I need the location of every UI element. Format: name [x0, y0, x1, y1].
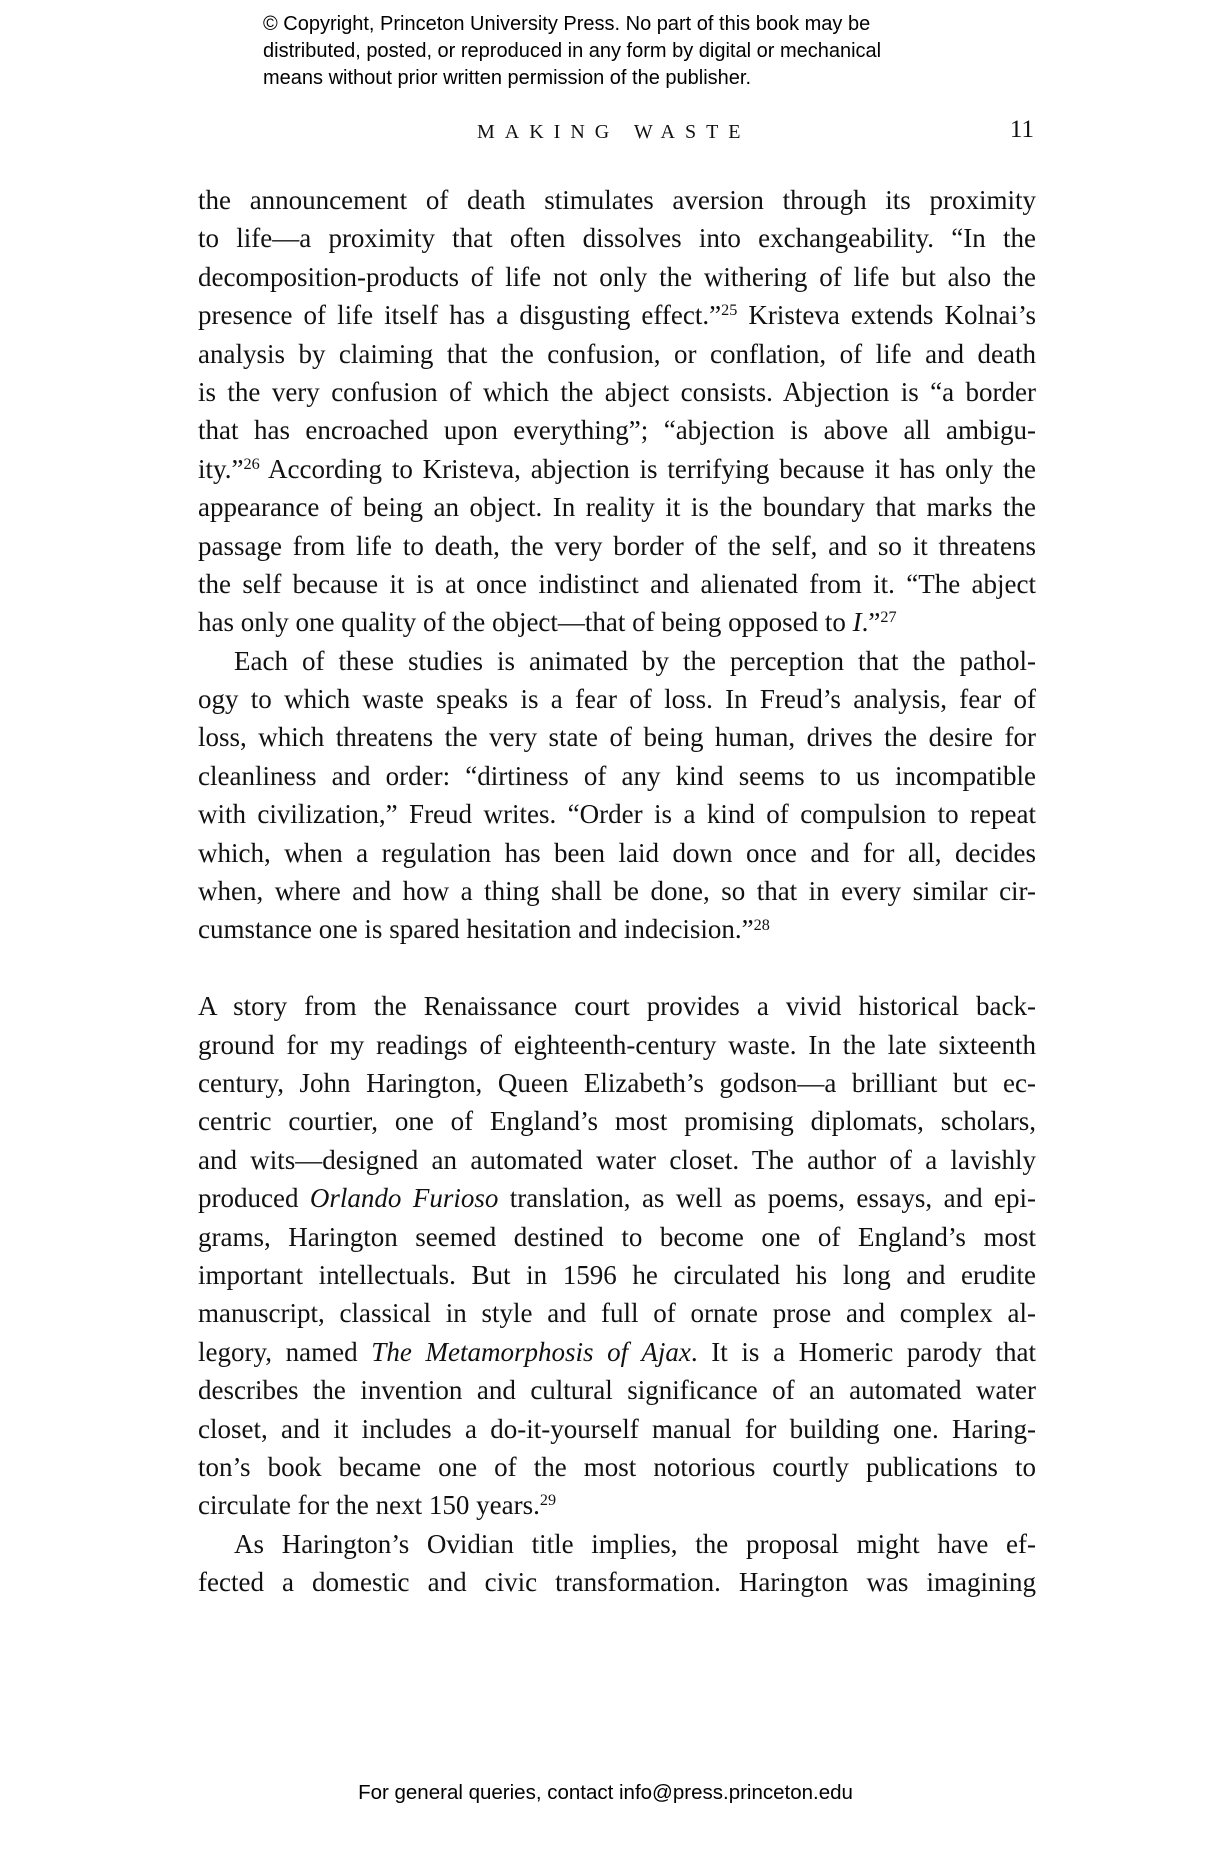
text-line	[198, 642, 1036, 680]
line-text: A story from the Renaissance court provides a vivid historical back-	[198, 991, 1036, 1022]
line-text: is the very confusion of which the abject consists. Abjection is “a border	[198, 376, 1036, 407]
text-line	[198, 1179, 1036, 1217]
text-line	[198, 603, 1036, 641]
line-text: Each of these studies is animated by the perception that the pathol-	[234, 645, 1036, 676]
line-text: to life—a proximity that often dissolves into exchangeability. “In the	[198, 223, 1036, 254]
line-text: .”	[861, 607, 881, 638]
copyright-line: distributed, posted, or reproduced in any form by digital or mechanical	[263, 39, 882, 62]
line-text: manuscript, classical in style and full of ornate prose and complex al-	[198, 1298, 1036, 1329]
italic-text: The Metamorphosis of Ajax	[371, 1336, 691, 1367]
text-line	[198, 1486, 1036, 1524]
text-line	[198, 1448, 1036, 1486]
line-text: cumstance one is spared hesitation and indecision.”	[198, 914, 754, 945]
paragraph	[198, 181, 1036, 642]
line-text: describes the invention and cultural significance of an automated water	[198, 1375, 1036, 1406]
text-line	[198, 1102, 1036, 1140]
line-text: As Harington’s Ovidian title implies, the proposal might have ef-	[234, 1528, 1036, 1559]
line-text: which, when a regulation has been laid down once and for all, decides	[198, 837, 1036, 868]
text-line	[198, 335, 1036, 373]
copyright-line: © Copyright, Princeton University Press. No part of this book may be	[263, 13, 871, 35]
text-line	[198, 718, 1036, 756]
text-line	[198, 680, 1036, 718]
line-text: loss, which threatens the very state of being human, drives the desire for	[198, 722, 1036, 753]
text-line	[198, 1064, 1036, 1102]
text-line	[198, 987, 1036, 1025]
line-text: and wits—designed an automated water closet. The author of a lavishly	[198, 1144, 1036, 1175]
text-line	[198, 1525, 1036, 1563]
footnote-ref: 28	[753, 915, 770, 934]
text-line	[198, 910, 1036, 948]
footnote-ref: 26	[243, 454, 260, 473]
paragraph	[198, 1525, 1036, 1602]
line-text: closet, and it includes a do-it-yourself manual for building one. Haring-	[198, 1413, 1036, 1444]
line-text: fected a domestic and civic transformation. Harington was imagining	[198, 1567, 1036, 1598]
line-text: century, John Harington, Queen Elizabeth’s godson—a brilliant but ec-	[198, 1067, 1036, 1098]
line-text: ity.”	[198, 453, 244, 484]
text-line	[198, 219, 1036, 257]
paragraph	[198, 642, 1036, 949]
text-line	[198, 527, 1036, 565]
line-text: translation, as well as poems, essays, and epi-	[498, 1183, 1036, 1214]
text-line	[198, 488, 1036, 526]
text-line	[198, 1256, 1036, 1294]
line-text: ogy to which waste speaks is a fear of loss. In Freud’s analysis, fear of	[198, 684, 1036, 715]
text-line	[198, 181, 1036, 219]
text-line	[198, 757, 1036, 795]
text-line	[198, 1333, 1036, 1371]
line-text: appearance of being an object. In reality it is the boundary that marks the	[198, 492, 1036, 523]
text-line	[198, 296, 1036, 334]
footnote-ref: 29	[539, 1491, 557, 1510]
line-text: ton’s book became one of the most notorious courtly publications to	[198, 1451, 1036, 1482]
text-line	[198, 450, 1036, 488]
text-line	[198, 1410, 1036, 1448]
text-line	[198, 1026, 1036, 1064]
running-head-title: MAKING WASTE	[477, 121, 751, 143]
line-text: cleanliness and order: “dirtiness of any kind seems to us incompatible	[198, 760, 1036, 791]
paragraph	[198, 987, 1036, 1524]
text-line	[198, 411, 1036, 449]
italic-text: Orlando Furioso	[309, 1183, 499, 1214]
text-line	[198, 795, 1036, 833]
line-text: with civilization,” Freud writes. “Order is a kind of compulsion to repeat	[198, 799, 1036, 830]
footnote-ref: 25	[721, 301, 738, 320]
line-text: According to Kristeva, abjection is terrifying because it has only the	[259, 453, 1036, 484]
line-text: analysis by claiming that the confusion, or conflation, of life and death	[198, 338, 1036, 369]
line-text: the self because it is at once indistinct and alienated from it. “The abject	[198, 568, 1036, 599]
text-line	[198, 872, 1036, 910]
copyright-line: means without prior written permission of the publisher.	[263, 66, 752, 89]
line-text: the announcement of death stimulates aversion through its proximity	[198, 185, 1036, 215]
line-text: centric courtier, one of England’s most promising diplomats, scholars,	[198, 1106, 1036, 1137]
italic-text: I	[852, 607, 862, 638]
page-number: 11	[1009, 116, 1034, 143]
line-text: when, where and how a thing shall be done, so that in every similar cir-	[198, 876, 1036, 907]
line-text: that has encroached upon everything”; “abjection is above all ambigu-	[198, 415, 1036, 446]
line-text: important intellectuals. But in 1596 he circulated his long and erudite	[198, 1259, 1036, 1290]
text-line	[198, 565, 1036, 603]
line-text: circulate for the next 150 years.	[198, 1490, 540, 1521]
text-line	[198, 258, 1036, 296]
copyright-notice	[263, 11, 881, 91]
text-line	[198, 1371, 1036, 1409]
text-line	[198, 1141, 1036, 1179]
text-line	[198, 834, 1036, 872]
text-line	[198, 1218, 1036, 1256]
line-text: produced	[198, 1183, 310, 1214]
body-text	[198, 181, 1036, 1601]
text-line	[198, 373, 1036, 411]
line-text: legory, named	[198, 1336, 372, 1367]
text-line	[198, 1563, 1036, 1601]
line-text: . It is a Homeric parody that	[690, 1336, 1036, 1367]
line-text: ground for my readings of eighteenth-century waste. In the late sixteenth	[198, 1029, 1036, 1060]
line-text: grams, Harington seemed destined to become one of England’s most	[198, 1221, 1036, 1252]
line-text: passage from life to death, the very border of the self, and so it threatens	[198, 530, 1036, 561]
line-text: has only one quality of the object—that of being opposed to	[198, 607, 853, 638]
line-text: Kristeva extends Kolnai’s	[737, 300, 1036, 331]
footnote-ref: 27	[880, 608, 897, 627]
line-text: decomposition-products of life not only the withering of life but also the	[198, 261, 1036, 292]
footer-contact: For general queries, contact info@press.princeton.edu	[358, 1781, 853, 1804]
text-line	[198, 1294, 1036, 1332]
line-text: presence of life itself has a disgusting effect.”	[198, 300, 722, 331]
